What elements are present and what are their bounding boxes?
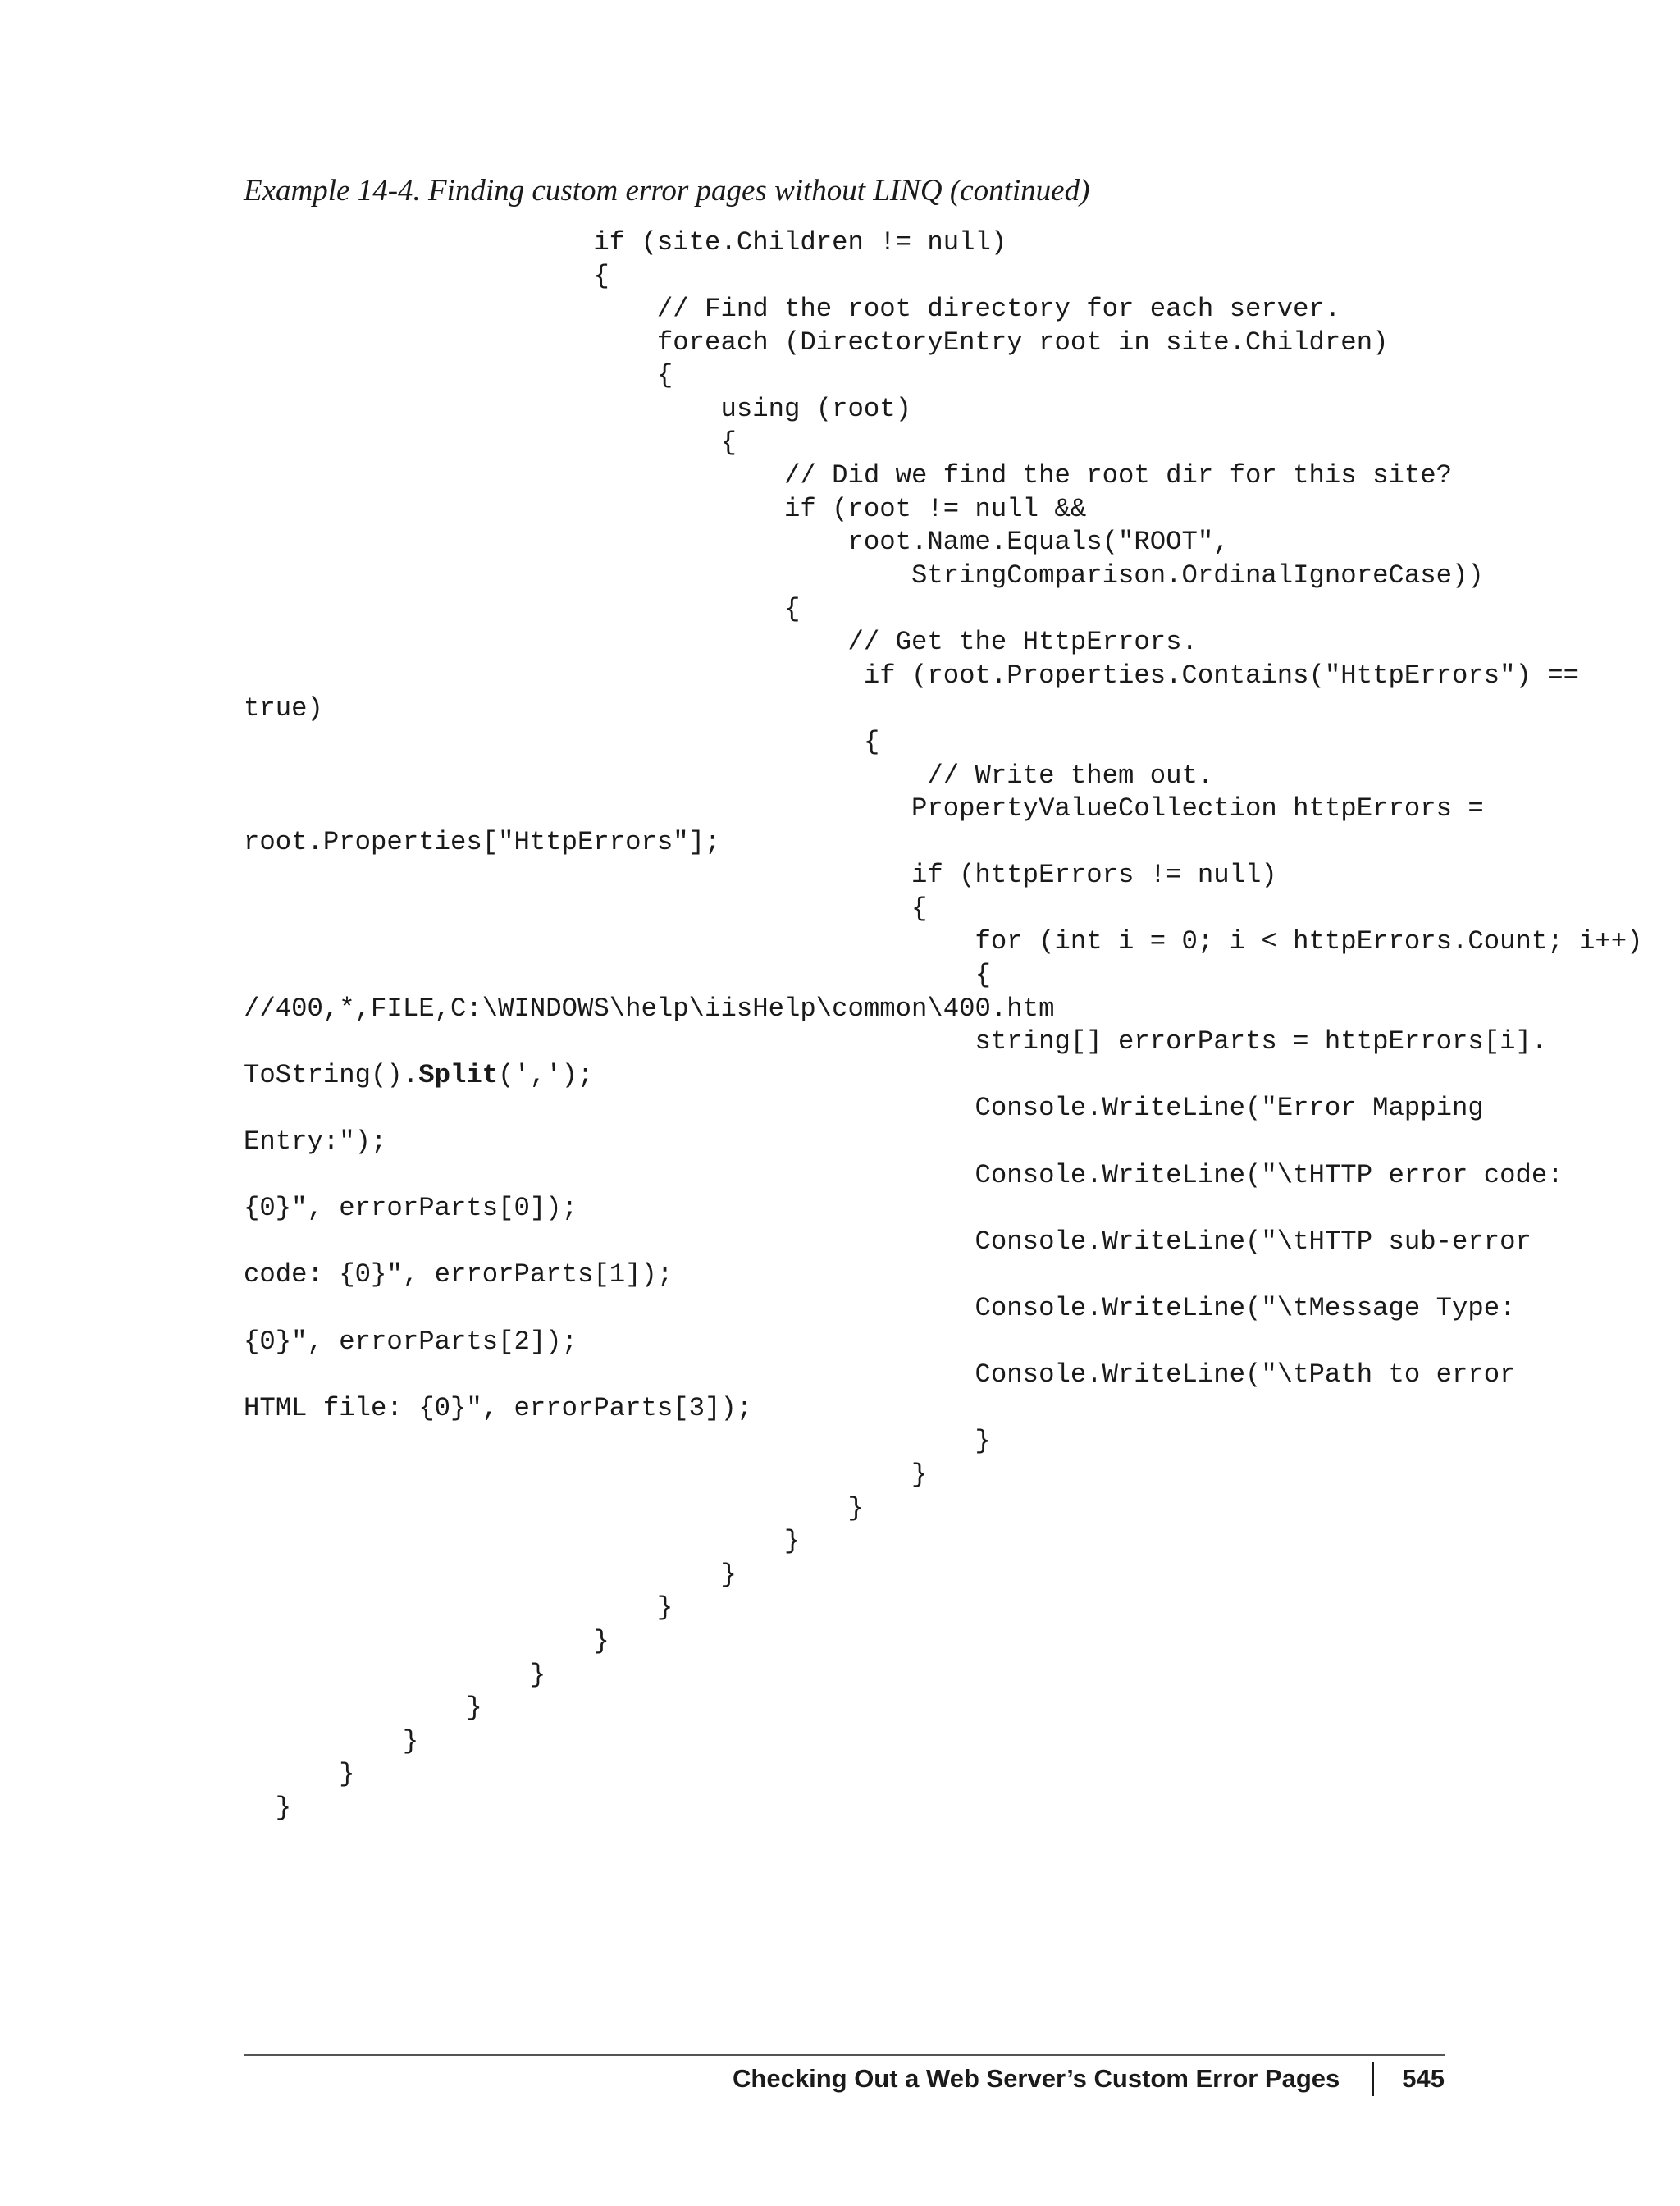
code-line: } [244, 1492, 864, 1523]
code-line: string[] errorParts = httpErrors[i]. [244, 1026, 1548, 1057]
code-line: root.Name.Equals("ROOT", [244, 527, 1230, 558]
code-line: { [244, 593, 801, 624]
code-line: StringComparison.OrdinalIgnoreCase)) [244, 559, 1484, 591]
code-line: } [244, 1725, 419, 1756]
page-number: 545 [1402, 2064, 1445, 2093]
code-line: if (root != null && [244, 493, 1087, 524]
code-fragment: ToString(). [244, 1059, 419, 1090]
code-line: true) [244, 693, 323, 724]
code-line: { [244, 360, 673, 391]
running-section-title: Checking Out a Web Server’s Custom Error Pages [733, 2064, 1340, 2093]
code-line: Console.WriteLine("\tMessage Type: [244, 1293, 1516, 1323]
code-line: { [244, 960, 991, 991]
code-line: { [244, 260, 609, 291]
code-line: // Get the HttpErrors. [244, 627, 1198, 658]
code-listing [244, 226, 1643, 1825]
code-line: Console.WriteLine("\tPath to error [244, 1359, 1516, 1391]
code-line: { [244, 893, 928, 924]
code-line: } [244, 1692, 482, 1724]
footer-divider [244, 2054, 1445, 2056]
code-line: } [244, 1426, 991, 1457]
code-line: // Find the root directory for each server. [244, 294, 1341, 325]
page-footer [733, 2061, 1445, 2097]
code-line: code: {0}", errorParts[1]); [244, 1259, 673, 1290]
code-line: // Did we find the root dir for this site? [244, 460, 1452, 491]
code-line: { [244, 427, 737, 458]
code-line: } [244, 1459, 928, 1490]
code-fragment: (','); [498, 1059, 594, 1090]
code-line: Console.WriteLine("\tHTTP sub-error [244, 1226, 1532, 1257]
code-line: if (site.Children != null) [244, 227, 1007, 258]
split-method-name: Split [418, 1059, 499, 1090]
code-line: } [244, 1759, 355, 1790]
code-line: PropertyValueCollection httpErrors = [244, 793, 1484, 824]
code-line: root.Properties["HttpErrors"]; [244, 826, 721, 857]
code-line: { [244, 726, 880, 757]
code-line: } [244, 1592, 673, 1624]
code-line: //400,*,FILE,C:\WINDOWS\help\iisHelp\common\400.htm [244, 993, 1055, 1024]
code-line: if (httpErrors != null) [244, 860, 1277, 891]
code-line-split [244, 1059, 1643, 1093]
code-line: using (root) [244, 393, 912, 424]
code-line: Entry:"); [244, 1126, 387, 1158]
code-line: } [244, 1625, 609, 1656]
code-line: } [244, 1559, 737, 1590]
code-line: {0}", errorParts[0]); [244, 1193, 578, 1224]
example-caption: Example 14-4. Finding custom error pages without LINQ (continued) [244, 174, 1090, 208]
code-line: } [244, 1659, 546, 1690]
footer-separator [1372, 2062, 1374, 2096]
code-line: // Write them out. [244, 760, 1214, 791]
code-line: for (int i = 0; i < httpErrors.Count; i++) [244, 926, 1643, 957]
code-line: } [244, 1526, 801, 1557]
code-line: Console.WriteLine("\tHTTP error code: [244, 1159, 1564, 1190]
code-line: } [244, 1792, 292, 1823]
code-line: HTML file: {0}", errorParts[3]); [244, 1392, 753, 1423]
code-line: Console.WriteLine("Error Mapping [244, 1093, 1484, 1124]
code-line: {0}", errorParts[2]); [244, 1326, 578, 1357]
code-line: foreach (DirectoryEntry root in site.Children) [244, 327, 1389, 358]
code-line: if (root.Properties.Contains("HttpErrors") == [244, 660, 1580, 691]
